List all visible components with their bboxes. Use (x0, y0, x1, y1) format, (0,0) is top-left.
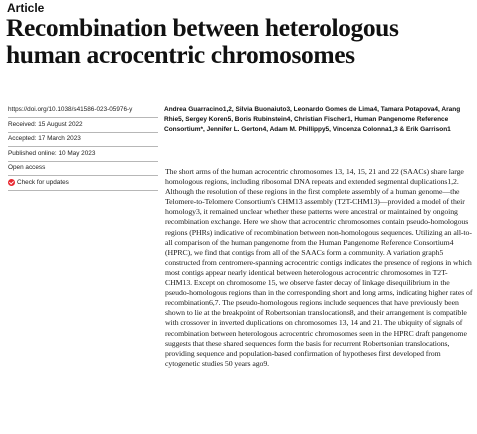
open-access-label: Open access (8, 162, 158, 177)
doi-link[interactable]: https://doi.org/10.1038/s41586-023-05976-y (8, 106, 158, 118)
accepted-date: Accepted: 17 March 2023 (8, 133, 158, 148)
check-updates-label: Check for updates (17, 178, 69, 186)
article-title: Recombination between heterologous human acrocentric chromosomes (6, 13, 399, 69)
received-date: Received: 15 August 2022 (8, 118, 158, 133)
author-list: Andrea Guarracino1,2, Silvia Buonaiuto3, Leonardo Gomes de Lima4, Tamara Potapova4, Arang Rhie5, Sergey Koren5, Boris Rubinstein4, Christian Fischer1, Human Pangenome Reference Consortium*, Jennifer L. Gerton4, Adam M. Phillippy5, Vincenza Colonna1,3 & Erik Garrison1 (164, 106, 461, 133)
article-type-label: Article (7, 1, 45, 15)
published-date: Published online: 10 May 2023 (8, 147, 158, 162)
abstract-text: The short arms of the human acrocentric chromosomes 13, 14, 15, 21 and 22 (SAACs) share large homologous regions, including ribosomal DNA repeats and extended segmental duplications1,2. Although the resolution of these regions in the first complete assembly of a human genome—the Telomere-to-Telomere Consortium's CHM13 assembly (T2T-CHM13)—provided a model of their homology3, it remained unclear whether these patterns were ancestral or maintained by ongoing recombination exchange. Here we show that acrocentric chromosomes contain pseudo-homologous regions (PHRs) indicative of recombination between non-homologous sequences. Utilizing an all-to-all comparison of the human pangenome from the Human Pangenome Reference Consortium4 (HPRC), we find that contigs from all of the SAACs form a community. A variation graph5 constructed from centromere-spanning acrocentric contigs indicates the presence of regions in which most contigs appear nearly identical between heterologous acrocentric chromosomes in T2T-CHM13. Except on chromosome 15, we observe faster decay of linkage disequilibrium in the pseudo-homologous regions than in the corresponding short and long arms, indicating higher rates of recombination6,7. The pseudo-homologous regions include sequences that have previously been shown to lie at the breakpoint of Robertsonian translocations8, and their arrangement is compatible with crossover in inverted duplications on chromosomes 13, 14 and 21. The ubiquity of signals of recombination between heterologous acrocentric chromosomes seen in the HPRC draft pangenome suggests that these shared sequences form the basis for recurrent Robertsonian translocations, providing sequence and population-based confirmation of hypotheses first developed from cytogenetic studies 50 years ago9. (165, 167, 473, 368)
article-metadata (8, 106, 158, 191)
check-updates-icon (8, 179, 15, 186)
check-for-updates-link[interactable] (8, 176, 158, 191)
